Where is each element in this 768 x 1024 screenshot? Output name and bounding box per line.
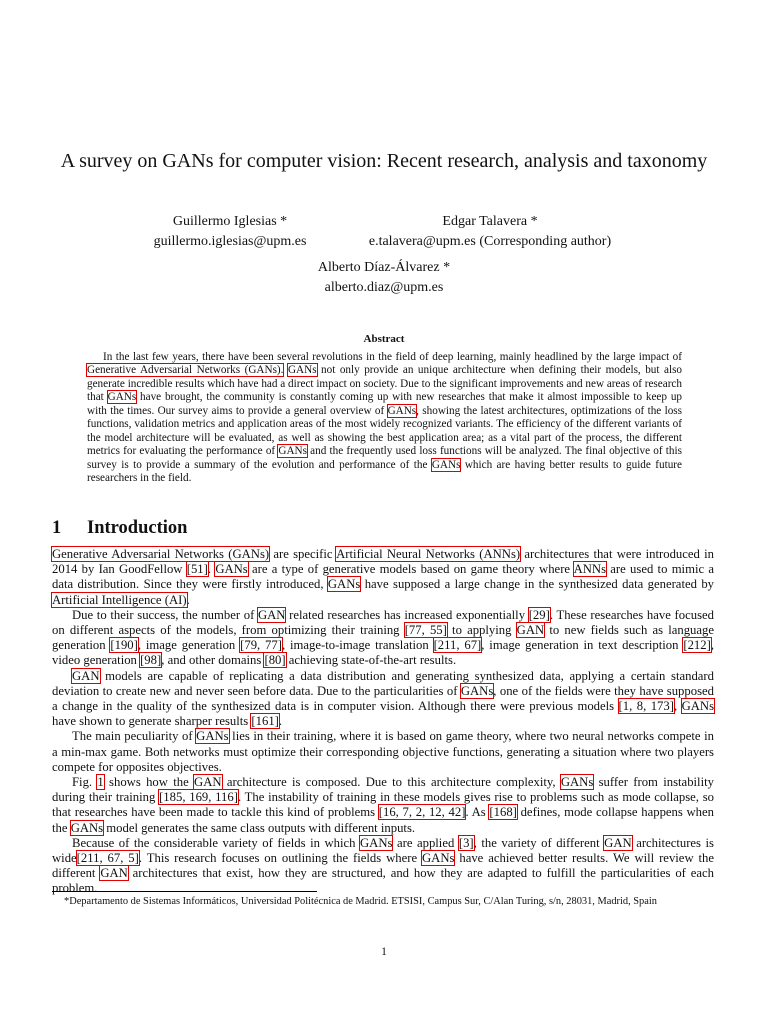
text-segment: , and other domains bbox=[161, 653, 265, 668]
abstract-heading: Abstract bbox=[363, 333, 405, 345]
citation-link[interactable]: [16, 7, 2, 12, 42] bbox=[378, 805, 466, 820]
citation-link[interactable]: [1, 8, 173] bbox=[618, 699, 674, 714]
text-segment: , bbox=[673, 699, 682, 714]
acronym-link[interactable]: GANs bbox=[431, 458, 461, 471]
text-segment: defines, mode collapse happens when the bbox=[52, 805, 715, 835]
author-email: guillermo.iglesias@upm.es bbox=[153, 234, 307, 249]
acronym-link[interactable]: GANs bbox=[278, 445, 307, 458]
citation-link[interactable]: [51] bbox=[186, 562, 208, 577]
acronym-link[interactable]: GAN bbox=[604, 835, 632, 850]
acronym-link[interactable]: Generative Adversarial Networks (GANs) bbox=[52, 547, 270, 561]
text-segment: to new fields such as language generation bbox=[52, 623, 714, 653]
citation-link[interactable]: [211, 67, 5] bbox=[76, 851, 139, 866]
citation-link[interactable]: [161] bbox=[251, 714, 279, 729]
paragraph bbox=[52, 836, 714, 897]
text-segment: architecture is composed. Due to this architecture complexity, bbox=[221, 775, 561, 790]
author-name: Guillermo Iglesias * bbox=[172, 214, 288, 229]
acronym-link[interactable]: GANs bbox=[360, 835, 393, 850]
acronym-link[interactable]: Artificial Intelligence (AI) bbox=[52, 592, 187, 607]
text-segment: are a type of generative models based on game theory where bbox=[247, 562, 574, 577]
abstract-text bbox=[87, 351, 682, 486]
page-number: 1 bbox=[381, 946, 387, 958]
text-segment: architectures that exist, how they are structured, and how they are adapted to fulfill the particularities of each problem. bbox=[52, 866, 714, 896]
acronym-link[interactable]: Generative Adversarial Networks (GANs). bbox=[87, 364, 284, 377]
text-segment: related researches has increased exponentially bbox=[285, 607, 529, 622]
paragraph bbox=[52, 608, 714, 669]
citation-link[interactable]: [80] bbox=[264, 653, 286, 668]
section-heading bbox=[52, 518, 187, 539]
text-segment: lies in their training, where it is based on game theory, where two neural networks compete in a min-max game. Both networks must optimize their corresponding objective functions, generating a situation where two players compete for opposites objectives. bbox=[52, 729, 714, 774]
acronym-link[interactable]: GANs bbox=[560, 775, 594, 790]
author-name: Alberto Díaz-Álvarez * bbox=[317, 260, 451, 275]
footnote: *Departamento de Sistemas Informáticos, Universidad Politécnica de Madrid. ETSISI, Campus Sur, C/Alan Turing, s/n, 28031, Madrid, Spain bbox=[64, 896, 657, 907]
abstract-segment: which are having better results to guide future researchers in the field. bbox=[87, 458, 682, 485]
acronym-link[interactable]: GANs bbox=[422, 851, 455, 866]
abstract-segment: not only provide an unique architecture when defining their models, but also generate incredible results which have had a direct impact on society. Due to the significant improvements and new areas of research that bbox=[87, 364, 683, 404]
acronym-link[interactable]: GANs bbox=[387, 404, 417, 417]
citation-link[interactable]: [212] bbox=[683, 638, 711, 653]
author-email: alberto.diaz@upm.es bbox=[324, 280, 444, 295]
text-segment: , video generation bbox=[52, 638, 714, 668]
text-segment: . bbox=[278, 714, 283, 729]
citation-link[interactable]: [168] bbox=[489, 805, 517, 820]
abstract-segment: and the frequently used loss functions will be analyzed. The final objective of this survey is to provide a summary of the evolution and performance of the bbox=[87, 445, 682, 471]
citation-link[interactable]: [211, 67] bbox=[433, 638, 482, 653]
text-segment: , image generation bbox=[137, 638, 241, 653]
acronym-link[interactable]: GANs bbox=[287, 364, 317, 377]
text-segment: . bbox=[207, 562, 216, 577]
text-segment: . This research focuses on outlining the fields where bbox=[138, 851, 423, 866]
section-number: 1 bbox=[52, 518, 62, 538]
text-segment: . As bbox=[465, 805, 490, 820]
acronym-link[interactable]: GAN bbox=[516, 623, 545, 638]
text-segment: , one of the fields were they have supposed a change in the quality of the synthesized data is in computer vision. Although there were previous models bbox=[52, 683, 714, 714]
acronym-link[interactable]: GANs bbox=[460, 683, 494, 698]
acronym-link[interactable]: Artificial Neural Networks (ANNs) bbox=[336, 547, 521, 561]
text-segment: have supposed a large change in the synthesized data generated by bbox=[360, 577, 715, 592]
paragraph bbox=[52, 775, 714, 836]
author-block bbox=[120, 212, 340, 252]
author-block bbox=[284, 258, 484, 298]
paragraph bbox=[52, 669, 714, 730]
acronym-link[interactable]: GAN bbox=[194, 775, 222, 790]
text-segment: Fig. bbox=[72, 775, 98, 790]
author-block bbox=[330, 212, 650, 252]
text-segment: are specific bbox=[269, 547, 337, 561]
acronym-link[interactable]: GANs bbox=[215, 562, 248, 577]
citation-link[interactable]: [185, 169, 116] bbox=[159, 790, 238, 805]
acronym-link[interactable]: GANs bbox=[681, 699, 715, 714]
text-segment: , image generation in text description bbox=[481, 638, 684, 653]
text-segment: . The instability of training in these models gives rise to problems such as mode collapse, so that researches have been made to tackle this kind of problems bbox=[52, 790, 714, 820]
acronym-link[interactable]: GAN bbox=[100, 866, 128, 881]
text-segment: to applying bbox=[446, 623, 517, 638]
footnote-rule bbox=[52, 891, 317, 892]
text-segment: architectures is wide bbox=[52, 835, 714, 866]
author-name: Edgar Talavera * bbox=[442, 214, 538, 229]
text-segment: Due to their success, the number of bbox=[72, 607, 258, 622]
acronym-link[interactable]: GANs bbox=[196, 729, 229, 744]
paper-title: A survey on GANs for computer vision: Recent research, analysis and taxonomy bbox=[60, 150, 708, 172]
text-segment: architectures that were introduced in 2014 by Ian GoodFellow bbox=[52, 547, 715, 577]
paragraph bbox=[52, 547, 714, 608]
text-segment: Because of the considerable variety of fields in which bbox=[72, 835, 360, 850]
text-segment: achieving state-of-the-art results. bbox=[285, 653, 457, 668]
body-text bbox=[52, 547, 714, 897]
text-segment: The main peculiarity of bbox=[72, 729, 197, 744]
author-email: e.talavera@upm.es (Corresponding author) bbox=[368, 234, 612, 249]
text-segment: . These researches have focused on different aspects of the models, from optimizing their training bbox=[52, 607, 714, 638]
citation-link[interactable]: [77, 55] bbox=[404, 623, 447, 638]
acronym-link[interactable]: GAN bbox=[257, 607, 286, 622]
citation-link[interactable]: [3] bbox=[458, 835, 474, 850]
abstract-segment: In the last few years, there have been several revolutions in the field of deep learning, mainly headlined by the large impact of bbox=[103, 351, 682, 363]
text-segment: are applied bbox=[392, 835, 459, 850]
acronym-link[interactable]: ANNs bbox=[573, 562, 607, 577]
citation-link[interactable]: [190] bbox=[110, 638, 138, 653]
text-segment: have achieved better results. We will review the different bbox=[52, 851, 715, 881]
citation-link[interactable]: [29] bbox=[528, 607, 550, 622]
figure-link[interactable]: 1 bbox=[97, 775, 104, 790]
acronym-link[interactable]: GANs bbox=[70, 820, 104, 835]
citation-link[interactable]: [79, 77] bbox=[240, 638, 282, 653]
abstract-segment: , showing the latest architectures, optimizations of the loss functions, validation metrics and application areas of the most widely recognized variants. The efficiency of the different variants of the model architecture will be evaluated, as well as showing the best application area; as a vital part of the process, the different metrics for evaluating the performance of bbox=[87, 404, 682, 458]
text-segment: are used to mimic a data distribution. Since they were firstly introduced, bbox=[52, 562, 714, 592]
abstract-segment: have brought, the community is constantly coming up with new researches that make it almost impossible to keep up with the times. Our survey aims to provide a general overview of bbox=[87, 391, 683, 417]
text-segment: model generates the same class outputs with different inputs. bbox=[103, 820, 416, 835]
citation-link[interactable]: [98] bbox=[140, 653, 162, 668]
text-segment: , the variety of different bbox=[473, 835, 605, 850]
text-segment: have shown to generate sharper results bbox=[52, 714, 252, 729]
text-segment: models are capable of replicating a data distribution and generating synthesized data, applying a certain standard deviation to create new and never seen before data. Due to the particularities of bbox=[52, 668, 714, 698]
acronym-link[interactable]: GAN bbox=[72, 668, 100, 683]
acronym-link[interactable]: GANs bbox=[107, 391, 137, 404]
text-segment: shows how the bbox=[103, 775, 195, 790]
text-segment: suffer from instability during their training bbox=[52, 775, 714, 805]
paragraph bbox=[52, 729, 714, 775]
text-segment: . bbox=[186, 592, 190, 607]
acronym-link[interactable]: GANs bbox=[327, 577, 361, 592]
section-title: Introduction bbox=[87, 518, 188, 538]
text-segment: , image-to-image translation bbox=[281, 638, 434, 653]
